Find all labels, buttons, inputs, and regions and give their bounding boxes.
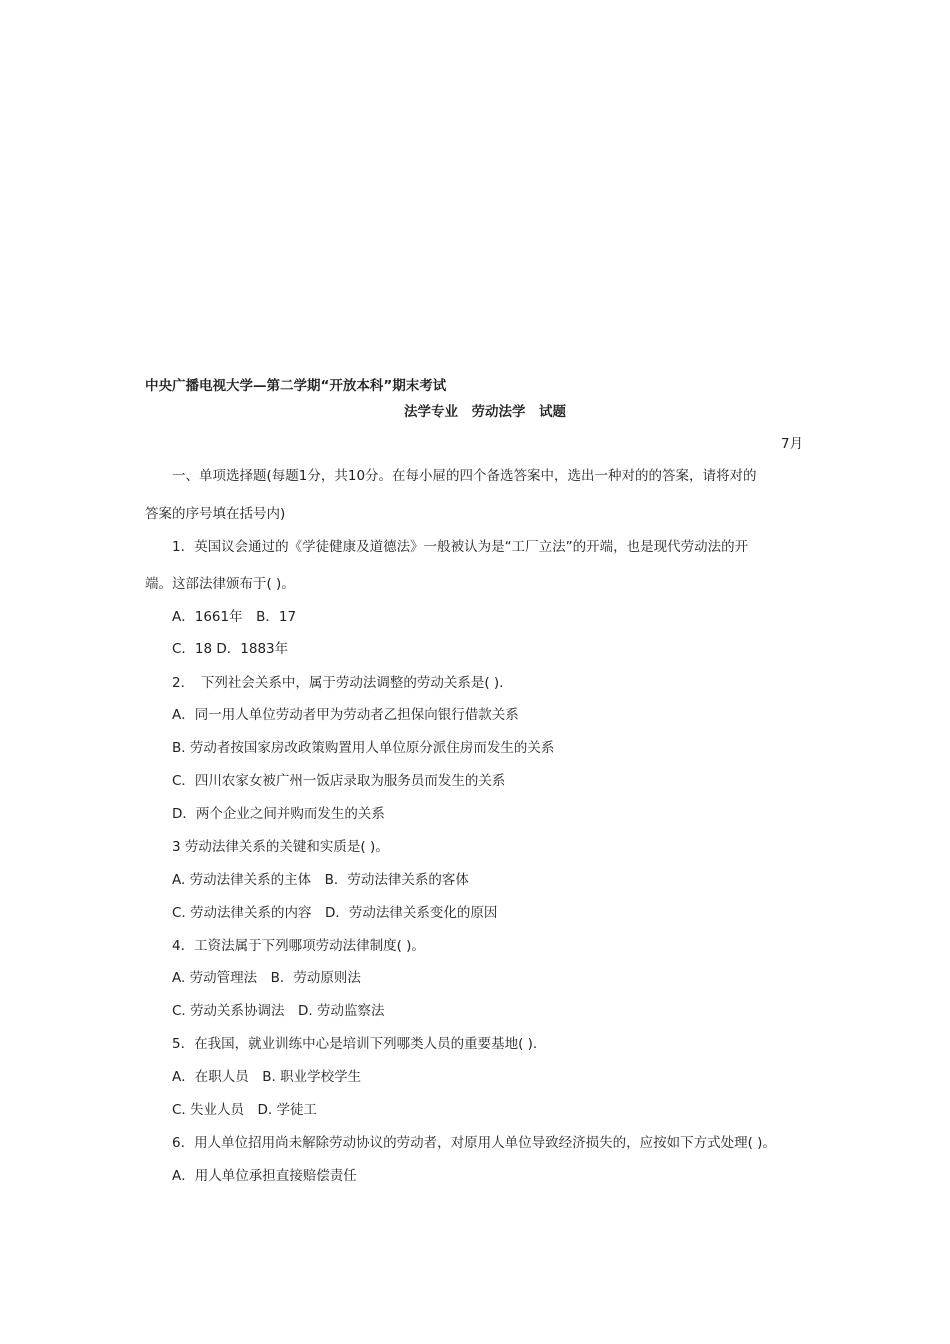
exam-subtitle: 法学专业 劳动法学 试题: [404, 404, 566, 420]
question-5-options-cd: C. 失业人员 D. 学徒工: [172, 1102, 317, 1118]
question-2-option-a: A．同一用人单位劳动者甲为劳动者乙担保向银行借款关系: [172, 707, 519, 723]
question-2-stem: 2． 下列社会关系中，属于劳动法调整的劳动关系是( ).: [172, 675, 504, 691]
section-intro-line2: 答案的序号填在括号内): [145, 506, 286, 522]
question-6-stem: 6．用人单位招用尚未解除劳动协议的劳动者，对原用人单位导致经济损失的，应按如下方式处理( )。: [172, 1135, 776, 1151]
question-2-option-c: C．四川农家女被广州一饭店录取为服务员而发生的关系: [172, 773, 506, 789]
question-2-option-d: D．两个企业之间并购而发生的关系: [172, 806, 385, 822]
question-1-options-ab: A．1661年 B．17: [172, 609, 297, 625]
question-3-options-cd: C. 劳动法律关系的内容 D．劳动法律关系变化的原因: [172, 905, 498, 921]
question-4-options-ab: A. 劳动管理法 B．劳动原则法: [172, 970, 361, 986]
question-3-stem: 3 劳动法律关系的关键和实质是( )。: [172, 839, 389, 855]
question-1-stem-line2: 端。这部法律颁布于( )。: [145, 576, 295, 592]
question-3-options-ab: A. 劳动法律关系的主体 B．劳动法律关系的客体: [172, 872, 469, 888]
question-4-options-cd: C. 劳动关系协调法 D. 劳动监察法: [172, 1003, 385, 1019]
question-1-stem-line1: 1．英国议会通过的《学徒健康及道德法》一般被认为是“工厂立法”的开端，也是现代劳动法的开: [172, 539, 749, 555]
question-5-stem: 5．在我国，就业训练中心是培训下列哪类人员的重要基地( ).: [172, 1036, 538, 1052]
section-intro-line1: 一、单项选择题(每题1分，共10分。在每小屉的四个备选答案中，选出一种对的的答案，请将对的: [172, 468, 757, 484]
exam-title: 中央广播电视大学—第二学期“开放本科”期末考试: [145, 378, 447, 394]
question-4-stem: 4．工资法属于下列哪项劳动法律制度( )。: [172, 938, 425, 954]
question-1-options-cd: C．18 D．1883年: [172, 641, 289, 657]
question-6-option-a: A．用人单位承担直接赔偿责任: [172, 1168, 357, 1184]
question-2-option-b: B. 劳动者按国家房改政策购置用人单位原分派住房而发生的关系: [172, 740, 555, 756]
exam-date: 7月: [781, 436, 804, 452]
question-5-options-ab: A．在职人员 B. 职业学校学生: [172, 1069, 362, 1085]
